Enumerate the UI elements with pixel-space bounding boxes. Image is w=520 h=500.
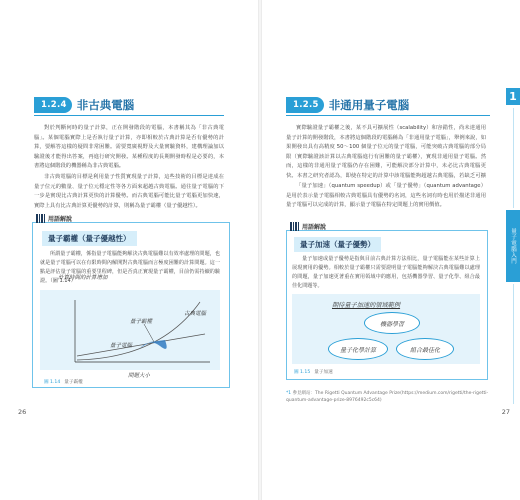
- section-rule: [286, 115, 490, 116]
- section-heading: [34, 95, 134, 115]
- side-chapter-label: 量子電腦入門: [506, 210, 520, 282]
- node-label: 組合最佳化: [409, 346, 440, 354]
- left-page: [0, 0, 258, 500]
- x-axis-label: 問題大小: [128, 373, 151, 379]
- figure-panel: [40, 290, 220, 370]
- section-title: 非古典電腦: [76, 98, 135, 112]
- classical-curve: [77, 302, 200, 360]
- section-number: 1.2.4: [34, 97, 72, 113]
- node-label: 量子化學計算: [339, 346, 376, 354]
- section-heading: [286, 95, 409, 115]
- section-rule: [34, 115, 224, 116]
- figure-title: 量子加速: [314, 370, 333, 375]
- term-tag-label: 用語解說: [48, 216, 73, 223]
- side-rule: [513, 284, 514, 404]
- bars-icon: [36, 214, 45, 223]
- page-number: 27: [501, 408, 510, 416]
- supremacy-label: 量子霸權: [130, 319, 153, 325]
- term-tag-label: 用語解說: [302, 224, 327, 231]
- footnote-text: 參見網站：The Rigetti Quantum Advantage Prize(https://medium.com/rigetti/the-rigetti-quantum-advantage-prize-8976492c5c64): [286, 391, 489, 403]
- term-heading: 量子霸權（量子優越性）: [42, 231, 137, 246]
- footnote: [286, 390, 491, 404]
- side-rule: [513, 108, 514, 208]
- paragraph: 實際驗證量子霸權之後，某不具可擴展性（scalability）和容錯性，尚未達通用量子計算的開發階段，本書將這個階段的電腦稱為「非通用量子電腦」，舉例來說，如果開發出具有高精度 50～100 個量子位元的量子電腦，可能突破古典電腦的部分局限（實際驗證該計算以古典電腦進行有困難的量子霸權），實現非通用量子電腦。然而，這樣的非通用量子電腦仍存在困難，可能解決部分計算中，未必比古典電腦更快。本書之研究者認為，即使在特定的計算中該電腦能夠超越古典電腦，若缺乏可擴: [286, 125, 486, 179]
- term-heading: 量子加速（量子優勢）: [294, 237, 381, 252]
- node-ellipse: [328, 338, 388, 360]
- term-tag: [36, 214, 72, 223]
- chapter-tab: 1: [506, 88, 520, 105]
- supremacy-chart: [40, 290, 220, 370]
- figure-title-handwritten: 期待量子加速的領域範例: [332, 302, 401, 309]
- footnote-mark: *1: [286, 391, 292, 396]
- term-body: 所謂量子霸權，係指量子電腦能夠解決古典電腦難以有效率處理的問題，也就是量子電腦可以在有限時間內解開對古典電腦而言極度困難的計算問題。這一點是評估量子電腦的重要里程碑，但是否真正實現量子霸權，目前仍需持續的驗證。（圖 1.14）: [40, 251, 220, 284]
- figure-caption: [294, 369, 333, 375]
- bars-icon: [290, 222, 299, 231]
- node-ellipse: [396, 338, 454, 360]
- quantum-curve: [77, 334, 205, 356]
- term-body: 量子加速或量子優勢是指與目前古典計算方法相比，量子電腦能在某些計算上展現實用的優勢。相較於量子霸權只需要證明量子電腦能夠解決古典電腦難以處理的問題，量子加速更著重在實用領域中的應用，包括機器學習、量子化學、組合最佳化問題等。: [292, 256, 480, 289]
- node-ellipse: [364, 312, 420, 334]
- figure-title: 量子霸權: [64, 380, 83, 385]
- y-axis-label: 計算時間的計算增加: [58, 275, 108, 281]
- paragraph: 非古典電腦的目標是利用量子性質實現量子計算，這些技術的目標是達成在量子位元的數量、量子位元穩定性等各方面來超越古典電腦。通往量子電腦的下一步是實現比古典計算更快的計算優勢。而古典電腦可能比量子電腦更加快速，實際上具有比古典計算更優勢的計算，則稱為量子霸權（量子優越性）。: [34, 174, 224, 209]
- pointer-line: [144, 324, 154, 342]
- figure-number: 圖 1.15: [294, 370, 311, 375]
- paragraph: 對於判斷何時的量子計算，正在開發階段的電腦，本書稱其為「非古典電腦」。某個電腦實際上是否執行量子計算，亦即相較於古典計算是否有優勢的計算，要解答這樣的疑問非常困難。需要寬廣視野及大量實驗資料，建構理論加以驗證後才能得出答案，再進行研究開發。某種程度的長期開發時程是必要的，本書將這個階段的機器稱為非古典電腦。: [34, 125, 224, 170]
- term-tag: [290, 222, 326, 231]
- right-page: [262, 0, 520, 500]
- classical-label: 古典電腦: [184, 311, 207, 317]
- section-title: 非通用量子電腦: [328, 98, 410, 112]
- paragraph: 「量子加速」（quantum speedup）或「量子優勢」（quantum advantage）是用於表示量子電腦相較古典電腦具有優勢的名詞，這些名詞有時也用於描述非通用量子電腦可以完成的計算，顯示量子電腦在特定問題上的實用價值。: [286, 183, 486, 209]
- quantum-label: 量子電腦: [110, 343, 133, 349]
- page-number: 26: [18, 408, 27, 416]
- section-number: 1.2.5: [286, 97, 324, 113]
- figure-panel: [292, 294, 480, 364]
- node-label: 機器學習: [379, 320, 404, 328]
- figure-caption: [44, 379, 83, 385]
- figure-number: 圖 1.14: [44, 380, 61, 385]
